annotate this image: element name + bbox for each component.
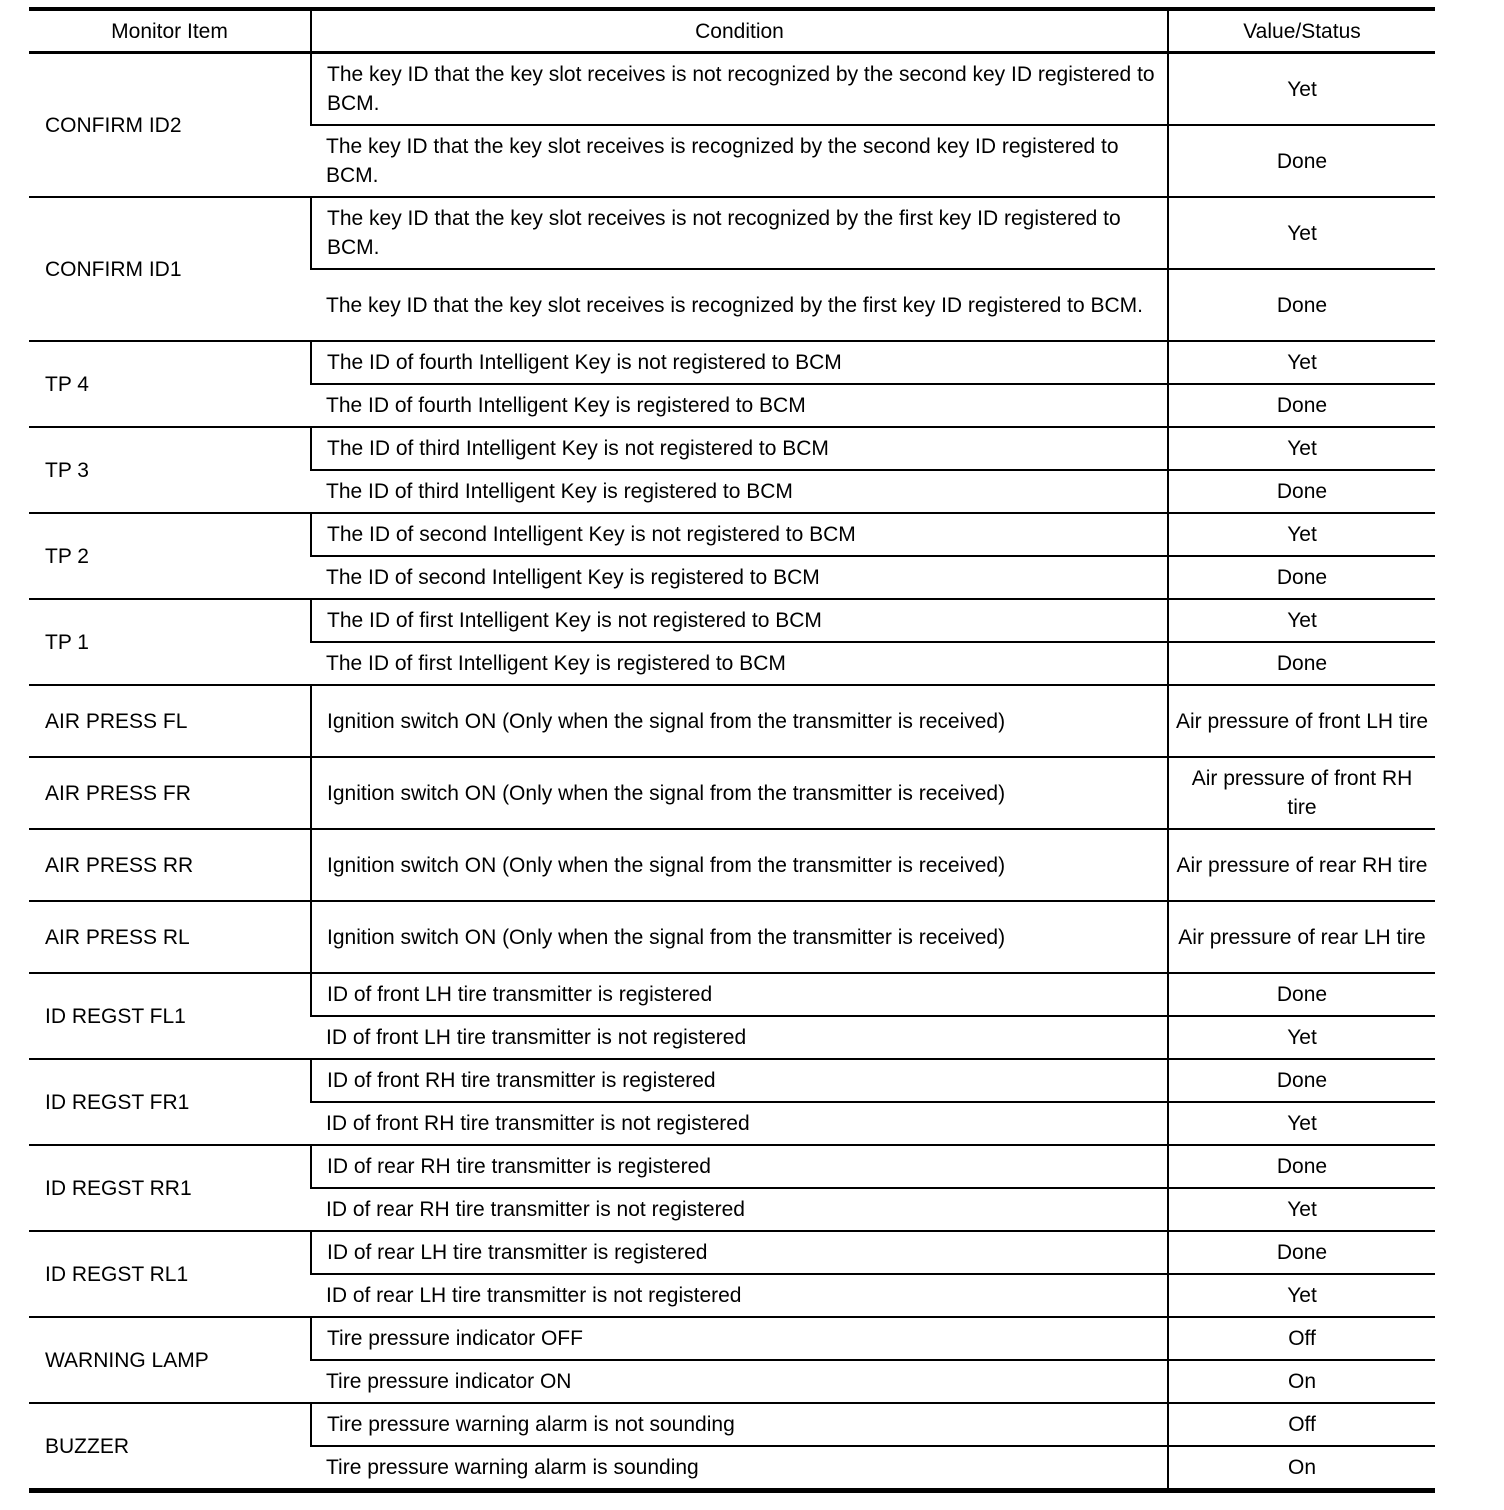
monitor-item-cell: AIR PRESS RL <box>29 901 311 973</box>
condition-cell: ID of rear RH tire transmitter is registered <box>311 1145 1168 1188</box>
value-cell: Yet <box>1168 197 1435 269</box>
value-cell: Yet <box>1168 341 1435 384</box>
header-monitor-item: Monitor Item <box>29 9 311 53</box>
monitor-item-cell: ID REGST RL1 <box>29 1231 311 1317</box>
condition-cell: The key ID that the key slot receives is recognized by the first key ID registered to BCM. <box>311 269 1168 341</box>
value-cell: Done <box>1168 1059 1435 1102</box>
monitor-item-cell: CONFIRM ID2 <box>29 53 311 198</box>
value-cell: Yet <box>1168 427 1435 470</box>
condition-cell: The ID of third Intelligent Key is not registered to BCM <box>311 427 1168 470</box>
value-cell: Yet <box>1168 1188 1435 1231</box>
table-row <box>29 685 1435 757</box>
condition-cell: The key ID that the key slot receives is not recognized by the first key ID registered to BCM. <box>311 197 1168 269</box>
value-cell: Yet <box>1168 1102 1435 1145</box>
table-row <box>29 901 1435 973</box>
table-row <box>29 1317 1435 1360</box>
value-cell: Yet <box>1168 513 1435 556</box>
condition-cell: ID of rear LH tire transmitter is not registered <box>311 1274 1168 1317</box>
value-cell: Yet <box>1168 1274 1435 1317</box>
header-row <box>29 9 1435 53</box>
monitor-item-cell: AIR PRESS RR <box>29 829 311 901</box>
condition-cell: Ignition switch ON (Only when the signal from the transmitter is received) <box>311 757 1168 829</box>
condition-cell: The ID of fourth Intelligent Key is registered to BCM <box>311 384 1168 427</box>
value-cell: Yet <box>1168 1016 1435 1059</box>
table-row <box>29 829 1435 901</box>
value-cell: Air pressure of rear LH tire <box>1168 901 1435 973</box>
value-cell: On <box>1168 1360 1435 1403</box>
monitor-item-cell: TP 4 <box>29 341 311 427</box>
condition-cell: Ignition switch ON (Only when the signal from the transmitter is received) <box>311 901 1168 973</box>
condition-cell: ID of front RH tire transmitter is not registered <box>311 1102 1168 1145</box>
condition-cell: ID of rear RH tire transmitter is not registered <box>311 1188 1168 1231</box>
condition-cell: Tire pressure indicator OFF <box>311 1317 1168 1360</box>
condition-cell: ID of front RH tire transmitter is registered <box>311 1059 1168 1102</box>
monitor-item-cell: ID REGST FR1 <box>29 1059 311 1145</box>
table-row <box>29 973 1435 1016</box>
table-row <box>29 197 1435 269</box>
condition-cell: The ID of first Intelligent Key is not registered to BCM <box>311 599 1168 642</box>
value-cell: Done <box>1168 269 1435 341</box>
header-value-status: Value/Status <box>1168 9 1435 53</box>
value-cell: Done <box>1168 642 1435 685</box>
condition-cell: ID of front LH tire transmitter is registered <box>311 973 1168 1016</box>
table-row <box>29 341 1435 384</box>
monitor-item-cell: WARNING LAMP <box>29 1317 311 1403</box>
monitor-item-cell: AIR PRESS FR <box>29 757 311 829</box>
monitor-item-cell: TP 3 <box>29 427 311 513</box>
condition-cell: The ID of second Intelligent Key is not registered to BCM <box>311 513 1168 556</box>
table-row <box>29 53 1435 126</box>
condition-cell: The ID of fourth Intelligent Key is not registered to BCM <box>311 341 1168 384</box>
value-cell: Done <box>1168 556 1435 599</box>
value-cell: Done <box>1168 1145 1435 1188</box>
value-cell: Yet <box>1168 599 1435 642</box>
condition-cell: Ignition switch ON (Only when the signal from the transmitter is received) <box>311 685 1168 757</box>
value-cell: Done <box>1168 470 1435 513</box>
condition-cell: The key ID that the key slot receives is not recognized by the second key ID registered to BCM. <box>311 53 1168 126</box>
condition-cell: Ignition switch ON (Only when the signal from the transmitter is received) <box>311 829 1168 901</box>
condition-cell: The ID of first Intelligent Key is registered to BCM <box>311 642 1168 685</box>
condition-cell: ID of front LH tire transmitter is not registered <box>311 1016 1168 1059</box>
value-cell: Yet <box>1168 53 1435 126</box>
condition-cell: The ID of second Intelligent Key is registered to BCM <box>311 556 1168 599</box>
monitor-item-cell: TP 2 <box>29 513 311 599</box>
monitor-item-cell: ID REGST FL1 <box>29 973 311 1059</box>
condition-cell: Tire pressure warning alarm is not sounding <box>311 1403 1168 1446</box>
condition-cell: The ID of third Intelligent Key is registered to BCM <box>311 470 1168 513</box>
value-cell: Done <box>1168 125 1435 197</box>
table-row <box>29 1059 1435 1102</box>
value-cell: Done <box>1168 384 1435 427</box>
value-cell: Done <box>1168 973 1435 1016</box>
table-row <box>29 1145 1435 1188</box>
value-cell: Air pressure of rear RH tire <box>1168 829 1435 901</box>
monitor-item-cell: BUZZER <box>29 1403 311 1491</box>
condition-cell: ID of rear LH tire transmitter is registered <box>311 1231 1168 1274</box>
value-cell: On <box>1168 1446 1435 1491</box>
monitor-item-cell: AIR PRESS FL <box>29 685 311 757</box>
monitor-item-table <box>29 7 1435 1493</box>
table-row <box>29 513 1435 556</box>
header-condition: Condition <box>311 9 1168 53</box>
value-cell: Air pressure of front LH tire <box>1168 685 1435 757</box>
table-row <box>29 757 1435 829</box>
value-cell: Done <box>1168 1231 1435 1274</box>
table-row <box>29 427 1435 470</box>
condition-cell: The key ID that the key slot receives is recognized by the second key ID registered to BCM. <box>311 125 1168 197</box>
condition-cell: Tire pressure warning alarm is sounding <box>311 1446 1168 1491</box>
table-row <box>29 1403 1435 1446</box>
value-cell: Air pressure of front RH tire <box>1168 757 1435 829</box>
value-cell: Off <box>1168 1317 1435 1360</box>
monitor-item-cell: TP 1 <box>29 599 311 685</box>
table-row <box>29 1231 1435 1274</box>
table-row <box>29 599 1435 642</box>
value-cell: Off <box>1168 1403 1435 1446</box>
monitor-item-cell: CONFIRM ID1 <box>29 197 311 341</box>
condition-cell: Tire pressure indicator ON <box>311 1360 1168 1403</box>
monitor-item-cell: ID REGST RR1 <box>29 1145 311 1231</box>
